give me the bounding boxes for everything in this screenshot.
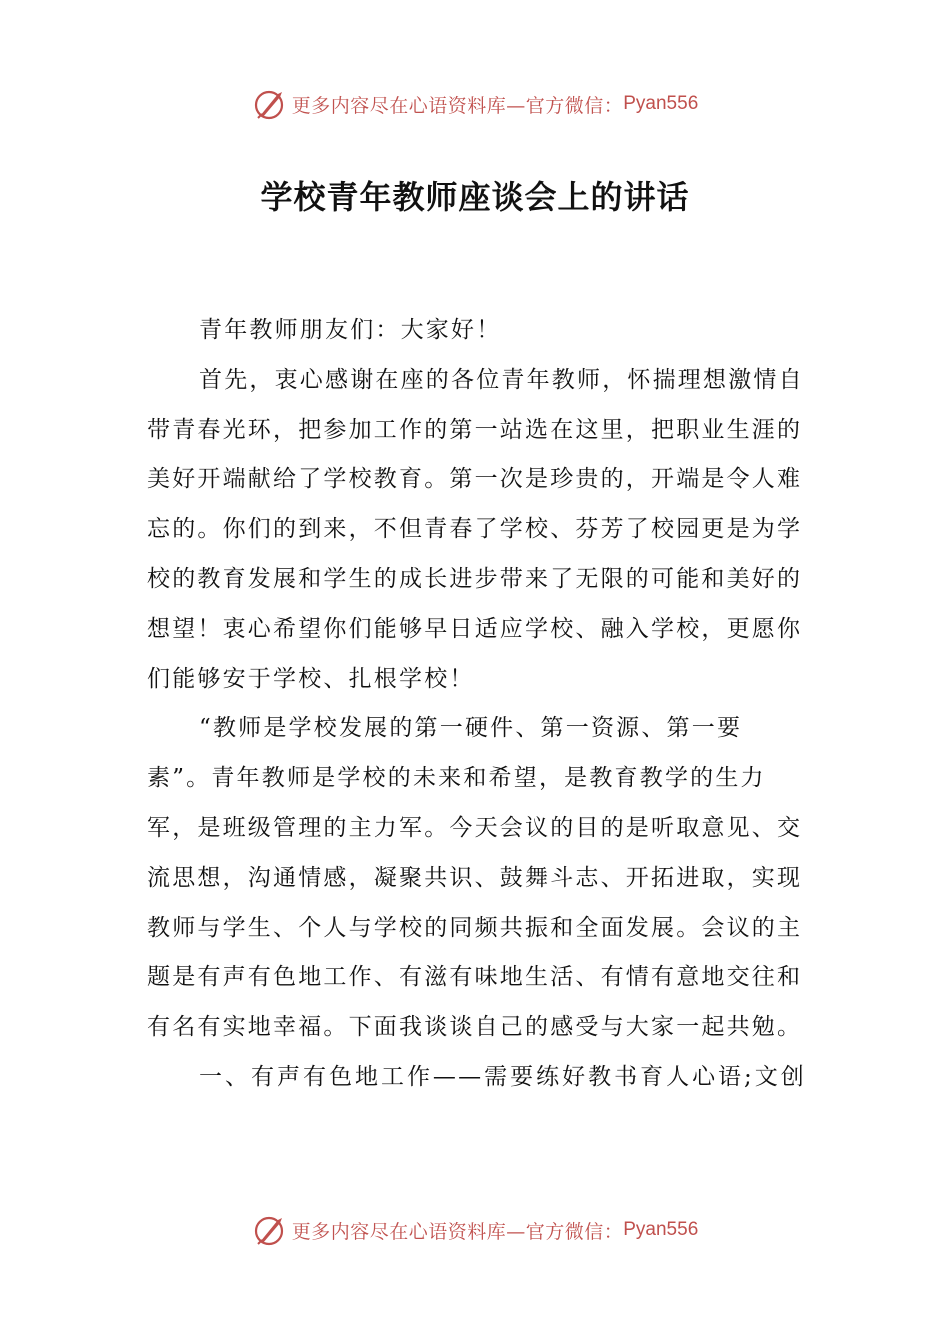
- quill-pen-logo-icon: [252, 86, 288, 122]
- header-watermark: [0, 84, 950, 124]
- paragraph-2: “教师是学校发展的第一硬件、第一资源、第一要素”。青年教师是学校的未来和希望，是教育教学的生力军，是班级管理的主力军。今天会议的目的是听取意见、交流思想，沟通情感，凝聚共识、鼓舞斗志、开拓进取，实现教师与学生、个人与学校的同频共振和全面发展。会议的主题是有声有色地工作、有滋有味地生活、有情有意地交往和有名有实地幸福。下面我谈谈自己的感受与大家一起共勉。: [147, 715, 803, 1041]
- document-body: [147, 306, 806, 1103]
- footer-watermark: [0, 1210, 950, 1250]
- watermark-text: 更多内容尽在心语资料库—官方微信：: [291, 1220, 624, 1243]
- watermark-wechat-id: Pyan556: [623, 93, 699, 114]
- paragraph-1: 首先，衷心感谢在座的各位青年教师，怀揣理想激情自带青春光环，把参加工作的第一站选在这里，把职业生涯的美好开端献给了学校教育。第一次是珍贵的，开端是令人难忘的。你们的到来，不但青春了学校、芬芳了校园更是为学校的教育发展和学生的成长进步带来了无限的可能和美好的想望！衷心希望你们能够早日适应学校、融入学校，更愿你们能够安于学校、扎根学校！: [147, 366, 804, 692]
- quill-pen-logo-icon: [252, 1212, 288, 1248]
- section-heading-1: 一、有声有色地工作——需要练好教书育人心语;文创: [199, 1063, 806, 1090]
- watermark-wechat-id: Pyan556: [623, 1219, 699, 1240]
- greeting: 青年教师朋友们：大家好！: [199, 317, 502, 343]
- watermark-text: 更多内容尽在心语资料库—官方微信：: [291, 94, 624, 117]
- document-title: 学校青年教师座谈会上的讲话: [260, 178, 690, 216]
